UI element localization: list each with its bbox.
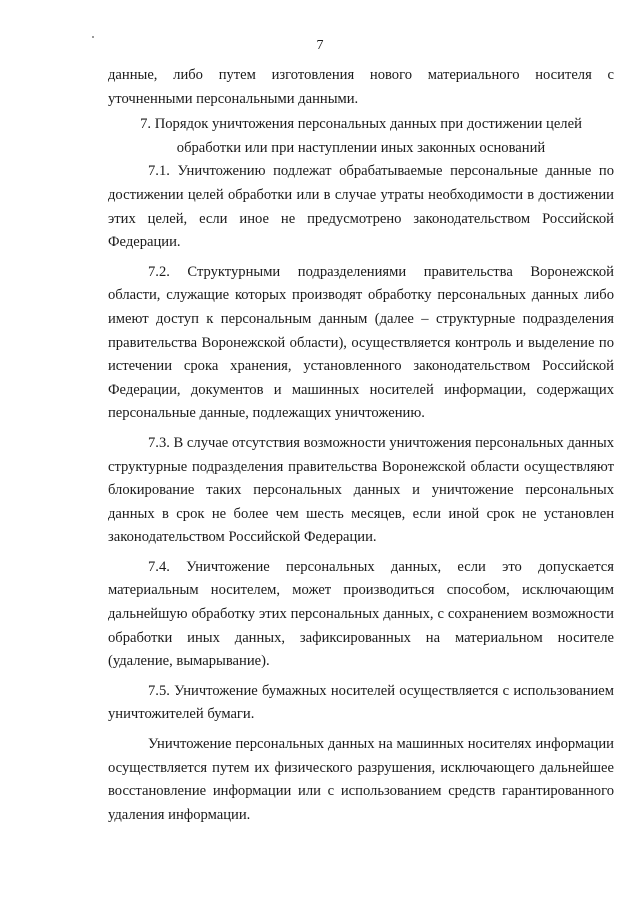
paragraph-7-3: 7.3. В случае отсутствия возможности уничтожения персональных данных структурные подразделения правительства Воронежской области осуществляют блокирование таких персональных данных и уничтожение персональных данных в срок не более чем шесть месяцев, если иной срок не установлен законодательством Российской Федерации. — [108, 434, 614, 546]
page-number: 7 — [316, 38, 324, 53]
paragraph-7-2: 7.2. Структурными подразделениями правительства Воронежской области, служащие которых производят обработку персональных данных либо имеют доступ к персональным данным (далее – структурные подразделения правительства Воронежской области), осуществляется контроль и выделение по истечении срока хранения, установленного законодательством Российской Федерации, документов и машинных носителей информации, содержащих персональные данные, подлежащих уничтожению. — [108, 263, 614, 422]
document-body — [108, 64, 614, 827]
section-heading — [108, 113, 614, 160]
section-heading-line-1: 7. Порядок уничтожения персональных данных при достижении целей — [140, 116, 582, 133]
paragraph-machine-media: Уничтожение персональных данных на машинных носителях информации осуществляется путем их физического разрушения, исключающего дальнейшее восстановление информации или с использованием средств гарантированного удаления информации. — [108, 736, 614, 823]
paragraph-7-4: 7.4. Уничтожение персональных данных, если это допускается материальным носителем, может производиться способом, исключающим дальнейшую обработку этих персональных данных, с сохранением возможности обработки иных данных, зафиксированных на материальном носителе (удаление, вымарывание). — [108, 558, 614, 670]
paragraph-7-1: 7.1. Уничтожению подлежат обрабатываемые персональные данные по достижении целей обработки или в случае утраты необходимости в достижении этих целей, если иное не предусмотрено законодательством Российской Федерации. — [108, 163, 614, 251]
section-heading-line-2: обработки или при наступлении иных законных оснований — [176, 139, 546, 156]
continued-paragraph: данные, либо путем изготовления нового материального носителя с уточненными персональными данными. — [108, 67, 614, 107]
paragraph-7-5: 7.5. Уничтожение бумажных носителей осуществляется с использованием уничтожителей бумаги. — [108, 682, 614, 723]
